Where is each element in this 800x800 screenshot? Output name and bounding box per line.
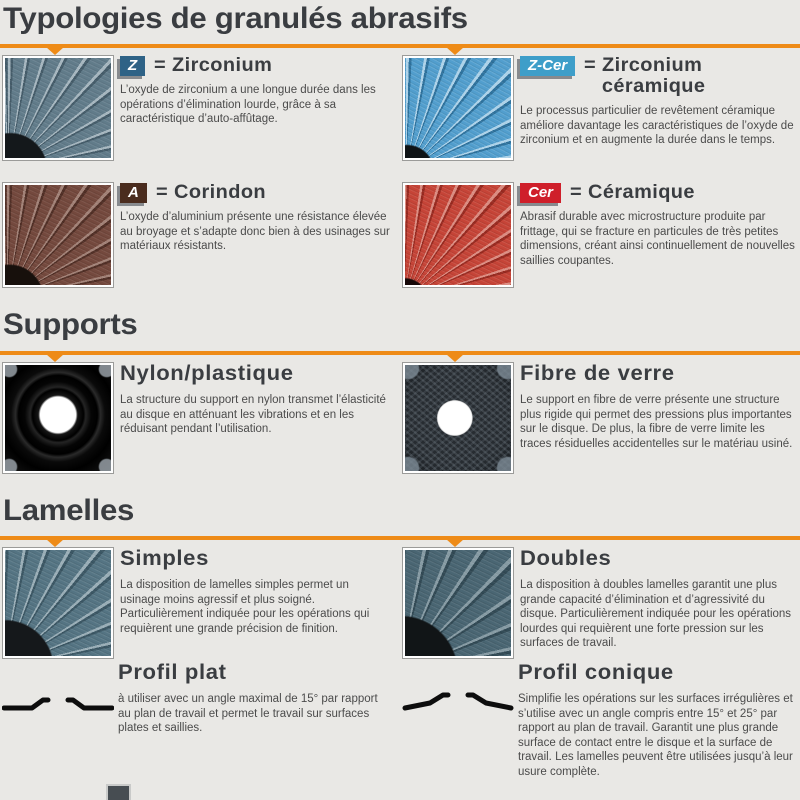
grain-block-ceramique [402,182,798,288]
support-description: La structure du support en nylon transmet l’élasticité au disque en atténuant les vibrations et en les réduisant pendant l’utilisation. [120,394,386,435]
corundum-disc-photo [2,182,114,288]
zirconium-disc-photo [2,55,114,161]
support-name: Nylon/plastique [120,362,294,385]
support-description: Le support en fibre de verre présente une structure plus rigide qui permet des pressions plus importantes sur le disque. De plus, la fibre de verre limite les traces résiduelles accidentelles sur le matériau usiné. [520,394,793,450]
grain-description: L’oxyde de zirconium a une longue durée dans les opérations d’élimination lourde, grâce à sa caractéristique d’auto-affûtage. [120,84,376,125]
profile-name: Profil plat [118,661,227,684]
lamelles-underline-rule [0,536,800,540]
profile-description: à utiliser avec un angle maximal de 15° par rapport au plan de travail et permet le travail sur surfaces plates et saillies. [118,693,378,734]
lamelles-type-name: Doubles [520,547,612,570]
profile-description: Simplifie les opérations sur les surfaces irrégulières et s’utilise avec un angle compris entre 15° et 25° par rapport au plan de travail. Garantit une plus grande surface de contact entre le disque et la surface de travail. Les lamelles peuvent être utilisées jusqu’à leur usure complète. [518,693,793,778]
grain-block-zirconium [2,55,394,161]
pointer-triangle-icon [446,539,464,547]
grain-name: = Zirconium céramique [584,55,706,97]
lamelles-block-simples [2,547,394,659]
cropped-next-photo-fragment [106,784,131,800]
pointer-triangle-icon [46,47,64,55]
profile-name: Profil conique [518,661,674,684]
pointer-triangle-icon [46,539,64,547]
grain-code-badge: Z [120,56,145,76]
grain-name: = Zirconium [154,55,273,76]
fiberglass-backing-photo [402,362,514,474]
zirconium-ceramic-disc-photo [402,55,514,161]
lamelles-section-title: Lamelles [3,494,135,527]
grain-name: = Céramique [570,182,695,203]
lamelles-type-description: La disposition à doubles lamelles garantit une plus grande capacité d’élimination et d’agressivité du disque. Particulièrement indiquée pour les opérations lourdes qui requièrent une forte pression sur les surfaces de travail. [520,579,792,649]
conical-profile-icon [402,688,514,718]
pointer-triangle-icon [446,47,464,55]
supports-section-title: Supports [3,308,138,341]
grain-description: Abrasif durable avec microstructure produite par frittage, qui se fracture en particules de très petites dimensions, créant ainsi continuellement de nouvelles saillies coupantes. [520,211,795,267]
profile-block-plat [118,661,392,736]
grain-name: = Corindon [155,182,266,203]
lamelles-block-doubles [402,547,798,659]
grain-code-badge: A [120,183,147,203]
grain-description: L’oxyde d’aluminium présente une résistance élevée au broyage et s’adapte donc bien à des usinages sur matériaux résistants. [120,211,390,252]
lamelles-type-description: La disposition de lamelles simples permet un usinage moins agressif et plus soigné. Particulièrement indiquée pour les opérations qui requièrent une grande précision de finition. [120,579,370,635]
lamelles-type-name: Simples [120,547,209,570]
flat-profile-icon [2,692,114,718]
double-flaps-photo [402,547,514,659]
grain-block-corindon [2,182,394,288]
grain-description: Le processus particulier de revêtement céramique améliore davantage les caractéristiques de l’oxyde de zirconium et en augmente la durée dans le temps. [520,105,794,146]
supports-underline-rule [0,351,800,355]
grain-code-badge: Z-Cer [520,56,575,76]
title-underline-rule [0,44,800,48]
single-flaps-photo [2,547,114,659]
profile-block-conique [518,661,798,779]
page-title: Typologies de granulés abrasifs [3,2,468,35]
ceramic-disc-photo [402,182,514,288]
grain-block-zirconium-ceramique [402,55,798,161]
support-block-nylon [2,362,394,474]
nylon-backing-photo [2,362,114,474]
grain-code-badge: Cer [520,183,561,203]
pointer-triangle-icon [446,354,464,362]
support-block-fibre-de-verre [402,362,798,474]
pointer-triangle-icon [46,354,64,362]
support-name: Fibre de verre [520,362,675,385]
